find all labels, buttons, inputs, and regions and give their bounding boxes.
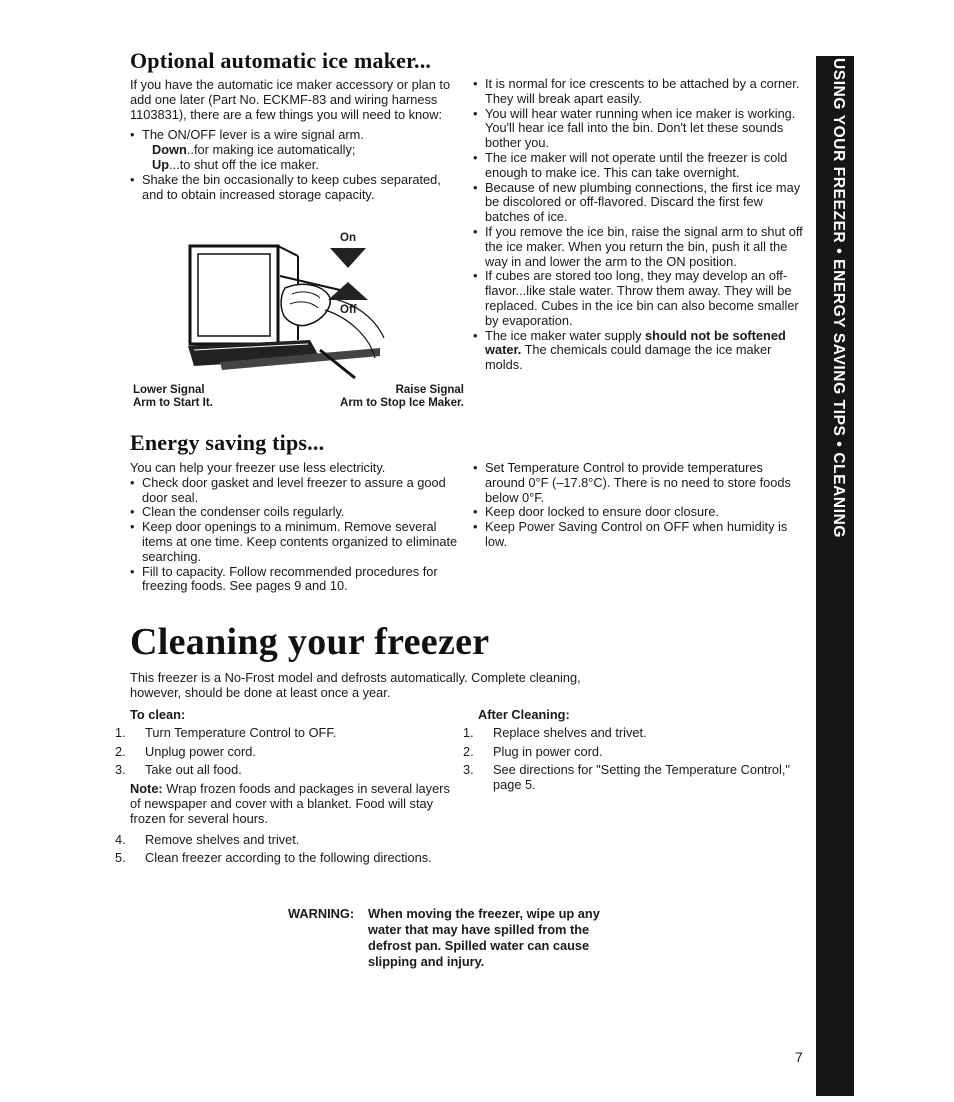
figure-label-off: Off bbox=[340, 304, 357, 316]
figure-label-on: On bbox=[340, 232, 356, 244]
energy-right-column bbox=[473, 461, 806, 550]
ice-maker-tip: • The ice maker water supply should not be softened water. The chemicals could damage the ice maker molds. bbox=[473, 329, 806, 373]
ice-maker-tip: • Because of new plumbing connections, the first ice may be discolored or off-flavored. Discard the first few batches of ice. bbox=[473, 181, 806, 225]
energy-tip: • Fill to capacity. Follow recommended procedures for freezing foods. See pages 9 and 10. bbox=[130, 565, 463, 595]
after-cleaning-step: 2. Plug in power cord. bbox=[463, 743, 603, 759]
to-clean-step: 1. Turn Temperature Control to OFF. bbox=[115, 724, 337, 740]
ice-maker-right-column bbox=[473, 77, 806, 373]
ice-maker-bullet: • The ON/OFF lever is a wire signal arm. bbox=[130, 128, 463, 143]
cleaning-note: Note: Wrap frozen foods and packages in several layers of newspaper and cover with a blanket. Food will stay frozen for several hours. bbox=[130, 781, 450, 826]
ice-maker-tip: • If you remove the ice bin, raise the signal arm to shut off the ice maker. When you return the bin, push it all the way in and lower the arm to the ON position. bbox=[473, 225, 806, 269]
energy-tip: • Set Temperature Control to provide temperatures around 0°F (–17.8°C). There is no need to store foods below 0°F. bbox=[473, 461, 806, 505]
figure-caption-left: Lower Signal Arm to Start It. bbox=[133, 384, 213, 409]
ice-maker-tip: • If cubes are stored too long, they may develop an off-flavor...like stale water. Throw them away. They will be replaced. Cubes in the ice bin can also become smaller by evaporation. bbox=[473, 269, 806, 328]
ice-maker-tip: • It is normal for ice crescents to be attached by a corner. They will break apart easily. bbox=[473, 77, 806, 107]
energy-tip: • Keep door locked to ensure door closure. bbox=[473, 505, 806, 520]
energy-intro: You can help your freezer use less electricity. bbox=[130, 460, 386, 475]
energy-tip: • Check door gasket and level freezer to assure a good door seal. bbox=[130, 476, 463, 506]
cleaning-intro: This freezer is a No-Frost model and defrosts automatically. Complete cleaning, however, should be done at least once a year. bbox=[130, 670, 581, 700]
ice-maker-left-column bbox=[130, 78, 463, 202]
cleaning-heading: Cleaning your freezer bbox=[130, 621, 490, 663]
after-cleaning-step: 3. See directions for "Setting the Temperature Control," page 5. bbox=[463, 762, 790, 793]
warning-label: WARNING: bbox=[288, 906, 355, 921]
ice-maker-bullet: • Shake the bin occasionally to keep cubes separated, and to obtain increased storage capacity. bbox=[130, 173, 463, 203]
ice-maker-illustration bbox=[180, 228, 390, 380]
figure-caption-right: Raise Signal Arm to Stop Ice Maker. bbox=[340, 384, 464, 409]
to-clean-column bbox=[115, 707, 463, 866]
ice-maker-tip: • The ice maker will not operate until the freezer is cold enough to make ice. This can take overnight. bbox=[473, 151, 806, 181]
ice-maker-heading: Optional automatic ice maker... bbox=[130, 48, 432, 73]
energy-tip: • Keep door openings to a minimum. Remove several items at one time. Keep contents organized to eliminate searching. bbox=[130, 520, 463, 564]
after-cleaning-step: 1. Replace shelves and trivet. bbox=[463, 724, 647, 740]
after-cleaning-heading: After Cleaning: bbox=[478, 707, 570, 722]
after-cleaning-column bbox=[463, 707, 808, 793]
energy-tip: • Keep Power Saving Control on OFF when humidity is low. bbox=[473, 520, 806, 550]
to-clean-step: 4. Remove shelves and trivet. bbox=[115, 831, 300, 847]
ice-maker-tip: • You will hear water running when ice maker is working. You'll hear ice fall into the bin. Don't let these sounds bother you. bbox=[473, 107, 806, 151]
to-clean-step: 5. Clean freezer according to the following directions. bbox=[115, 850, 432, 866]
up-line: Up...to shut off the ice maker. bbox=[152, 156, 319, 172]
to-clean-step: 3. Take out all food. bbox=[115, 762, 242, 778]
down-line: Down..for making ice automatically; bbox=[152, 142, 356, 158]
energy-tip: • Clean the condenser coils regularly. bbox=[130, 505, 463, 520]
energy-heading: Energy saving tips... bbox=[130, 430, 325, 455]
ice-maker-intro: If you have the automatic ice maker accessory or plan to add one later (Part No. ECKMF-83 and wiring harness 1103831), there are a few things you will need to know: bbox=[130, 77, 451, 122]
warning-text: When moving the freezer, wipe up any water that may have spilled from the defrost pan. Spilled water can cause slipping and injury. bbox=[368, 906, 600, 969]
side-tab-text: USING YOUR FREEZER • ENERGY SAVING TIPS • CLEANING bbox=[830, 58, 847, 539]
to-clean-heading: To clean: bbox=[130, 707, 186, 722]
to-clean-step: 2. Unplug power cord. bbox=[115, 743, 256, 759]
page-number: 7 bbox=[795, 1049, 803, 1065]
energy-left-column bbox=[130, 461, 463, 594]
